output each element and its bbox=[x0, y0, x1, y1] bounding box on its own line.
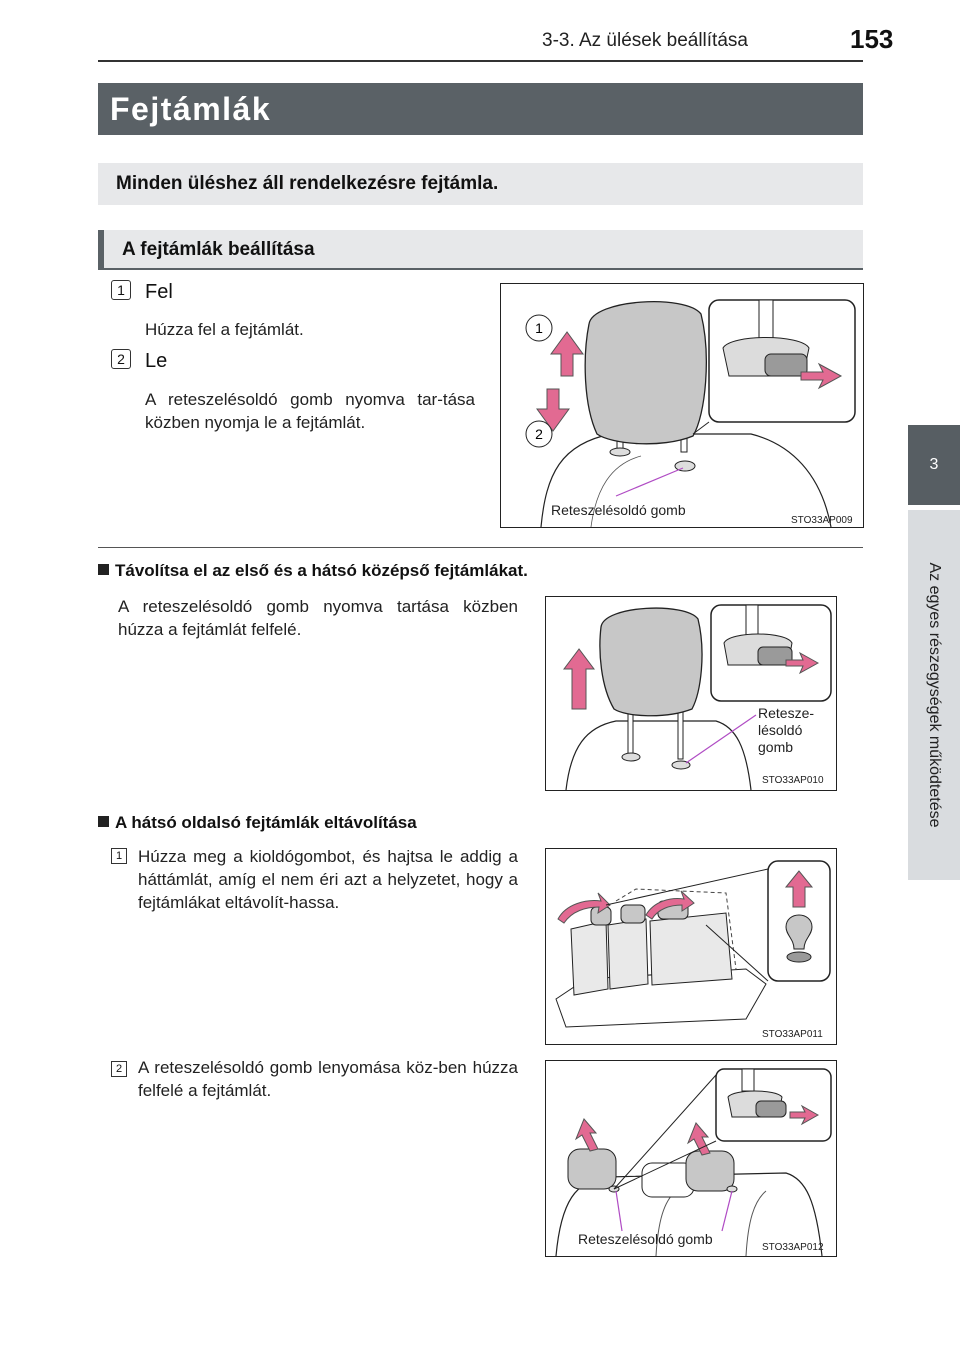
figure-headrest-adjust bbox=[500, 283, 864, 528]
remove-front-heading-text: Távolítsa el az első és a hátsó középső fejtámlákat. bbox=[115, 561, 528, 580]
step-marker-2: 2 bbox=[111, 349, 131, 369]
figure-marker-2: 2 bbox=[535, 426, 543, 442]
rear-step-marker-2: 2 bbox=[111, 1061, 127, 1077]
section-title: 3-3. Az ülések beállítása bbox=[542, 30, 748, 51]
step-title-up: Fel bbox=[145, 281, 173, 303]
section-rule bbox=[98, 547, 863, 548]
figure-marker-1: 1 bbox=[535, 320, 543, 336]
callout-line-1: Retesze- bbox=[758, 705, 815, 721]
remove-front-text: A reteszelésoldó gomb nyomva tartása közben húzza a fejtámlát felfelé. bbox=[118, 597, 518, 639]
remove-rear-heading-text: A hátsó oldalsó fejtámlák eltávolítása bbox=[115, 813, 417, 832]
callout-line-2: lésoldó bbox=[758, 722, 803, 738]
figure-code: STO33AP009 bbox=[791, 515, 853, 526]
figure-callout-release-button: Reteszelésoldó gomb bbox=[551, 502, 686, 518]
chapter-title: Az egyes részegységek működtetése bbox=[926, 562, 943, 828]
figure-code-3: STO33AP011 bbox=[762, 1029, 823, 1040]
page-title: Fejtámlák bbox=[98, 83, 863, 135]
chapter-tab[interactable] bbox=[908, 425, 960, 505]
rear-step-marker-1: 1 bbox=[111, 848, 127, 864]
step-title-down: Le bbox=[145, 350, 168, 372]
chapter-number: 3 bbox=[929, 456, 939, 473]
step-text-up: Húzza fel a fejtámlát. bbox=[145, 320, 304, 339]
remove-front-illustration bbox=[546, 597, 836, 790]
remove-rear-heading bbox=[98, 813, 417, 833]
figure-remove-front bbox=[545, 596, 837, 791]
figure-rear-seat-fold bbox=[545, 848, 837, 1045]
figure-code-2: STO33AP010 bbox=[762, 775, 824, 786]
callout-line-3: gomb bbox=[758, 739, 794, 755]
intro-bar: Minden üléshez áll rendelkezésre fejtámla. bbox=[98, 163, 863, 205]
step-marker-1: 1 bbox=[111, 280, 131, 300]
figure-rear-headrest-remove bbox=[545, 1060, 837, 1257]
figure-callout-release-button-3: Reteszelésoldó gomb bbox=[578, 1231, 713, 1247]
page-number: 153 bbox=[850, 24, 894, 54]
figure-code-4: STO33AP012 bbox=[762, 1242, 824, 1253]
rear-seat-fold-illustration bbox=[546, 849, 836, 1044]
bullet-square-icon bbox=[98, 564, 109, 575]
adjust-heading: A fejtámlák beállítása bbox=[98, 230, 863, 270]
step-text-down: A reteszelésoldó gomb nyomva tar-tása közben nyomja le a fejtámlát. bbox=[145, 390, 475, 432]
rear-step-text-2: A reteszelésoldó gomb lenyomása köz-ben húzza felfelé a fejtámlát. bbox=[138, 1058, 518, 1100]
rear-headrest-remove-illustration bbox=[546, 1061, 836, 1256]
bullet-square-icon-2 bbox=[98, 816, 109, 827]
headrest-adjust-illustration bbox=[501, 284, 863, 527]
rear-step-text-1: Húzza meg a kioldógombot, és hajtsa le addig a háttámlát, amíg el nem éri azt a helyzetet, hogy a fejtámlákat eltávolít-hassa. bbox=[138, 847, 518, 912]
header-rule bbox=[98, 60, 863, 62]
figure-callout-release-button-2 bbox=[758, 705, 814, 756]
remove-front-heading bbox=[98, 561, 528, 581]
